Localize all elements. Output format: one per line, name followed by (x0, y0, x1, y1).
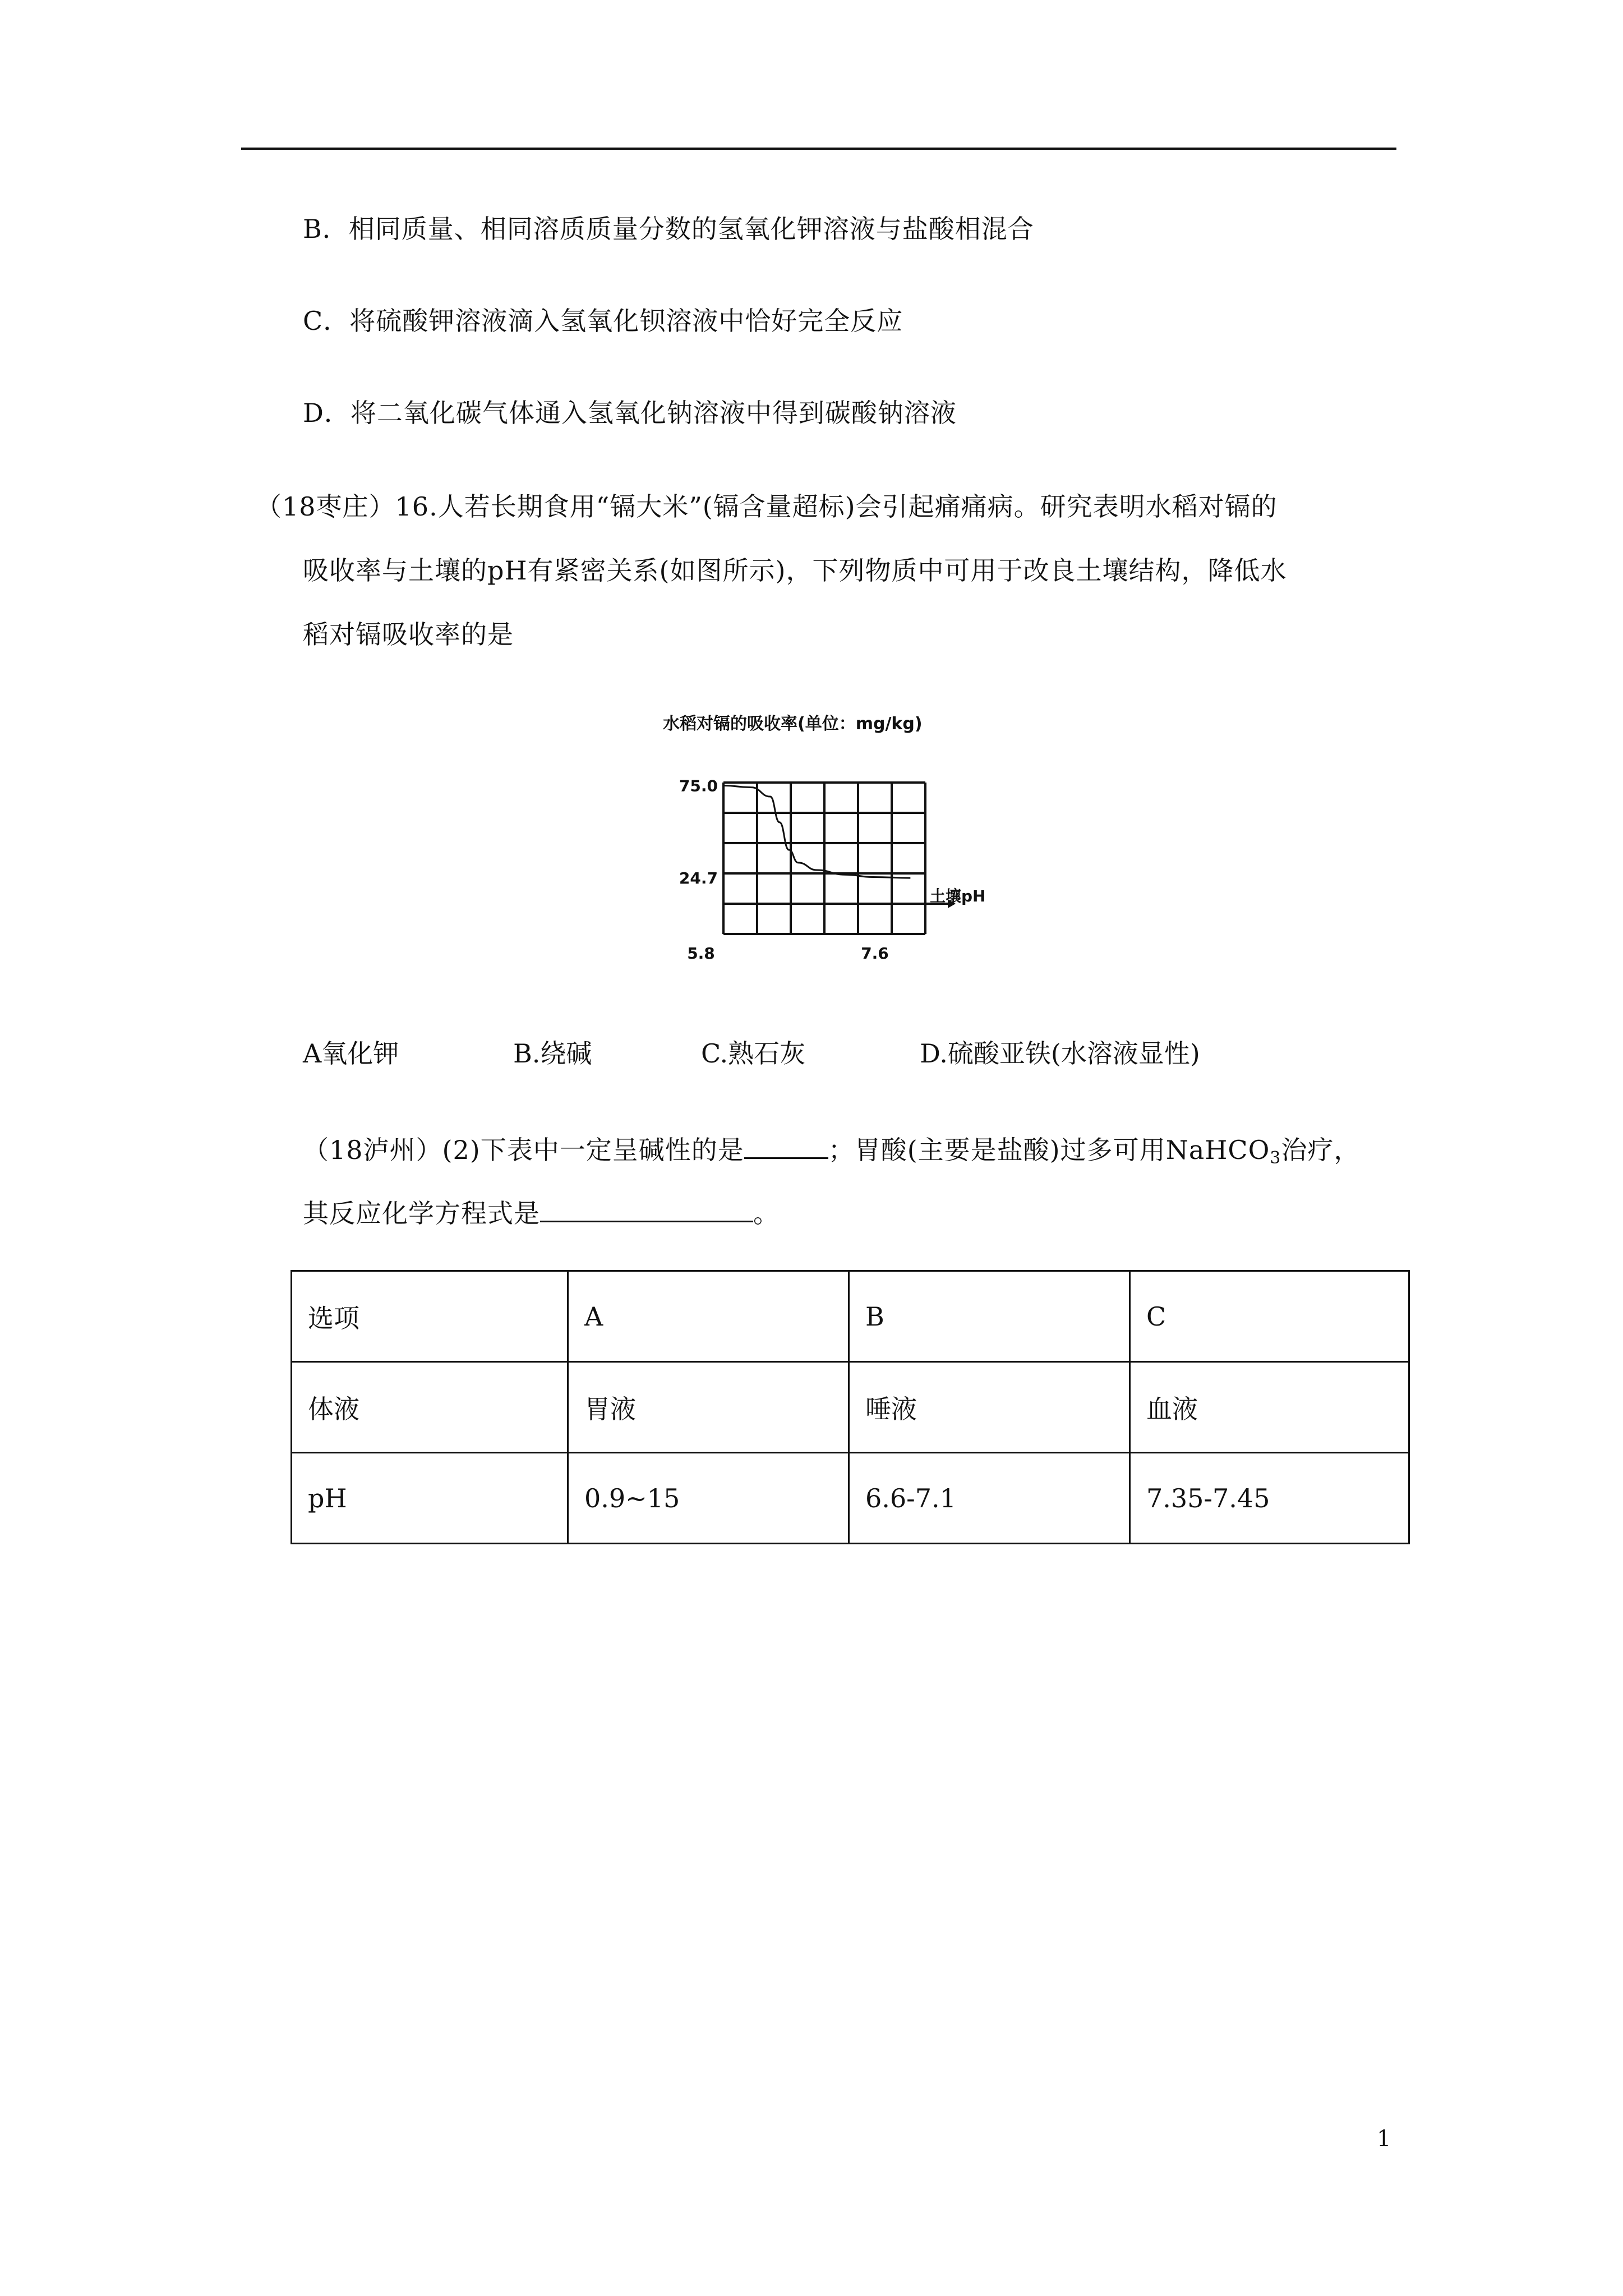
option-c-prev: C．将硫酸钾溶液滴入氢氧化钡溶液中恰好完全反应 (303, 306, 903, 336)
question-luzhou-part2: ；胃酸(主要是盐酸)过多可用NaHCO (828, 1135, 1270, 1165)
table-cell: 0.9~15 (568, 1453, 849, 1544)
question-16-line3: 稻对镉吸收率的是 (303, 619, 514, 650)
option-d: D.硫酸亚铁(水溶液显性) (920, 1038, 1200, 1069)
subscript-3: 3 (1270, 1148, 1281, 1168)
table-cell: 选项 (292, 1271, 568, 1362)
table-cell: A (568, 1271, 849, 1362)
question-luzhou-part3: 治疗， (1281, 1135, 1361, 1165)
table-row (292, 1271, 1409, 1362)
cadmium-absorption-chart (662, 704, 1021, 962)
option-b-prev: B．相同质量、相同溶质质量分数的氢氧化钾溶液与盐酸相混合 (303, 214, 1034, 244)
answer-blank-2[interactable] (540, 1194, 753, 1222)
y-tick-24-7: 24.7 (679, 869, 718, 888)
table-cell: C (1130, 1271, 1409, 1362)
question-luzhou-part5: 。 (753, 1198, 780, 1228)
question-16-line2: 吸收率与土壤的pH有紧密关系(如图所示)，下列物质中可用于改良土壤结构，降低水 (303, 555, 1287, 586)
x-axis-label: 土壤pH (930, 887, 986, 905)
question-luzhou-line2 (303, 1194, 780, 1230)
question-luzhou-part4: 其反应化学方程式是 (303, 1198, 540, 1228)
y-tick-75: 75.0 (679, 776, 718, 795)
x-tick-7-6: 7.6 (861, 944, 889, 962)
table-cell: 唾液 (849, 1362, 1130, 1453)
answer-blank-1[interactable] (744, 1130, 828, 1159)
chart-grid (723, 783, 925, 934)
ph-table (291, 1270, 1410, 1544)
page-number: 1 (1377, 2126, 1391, 2152)
table-row (292, 1453, 1409, 1544)
table-cell: 胃液 (568, 1362, 849, 1453)
option-d-prev: D．将二氧化碳气体通入氢氧化钠溶液中得到碳酸钠溶液 (303, 398, 957, 428)
table-cell: 6.6-7.1 (849, 1453, 1130, 1544)
x-tick-5-8: 5.8 (687, 944, 715, 962)
option-c: C.熟石灰 (701, 1038, 806, 1069)
table-row (292, 1362, 1409, 1453)
table-cell: B (849, 1271, 1130, 1362)
header-rule (241, 148, 1396, 150)
table-cell: 体液 (292, 1362, 568, 1453)
question-luzhou-line1 (303, 1130, 1360, 1167)
table-cell: 血液 (1130, 1362, 1409, 1453)
option-b: B.绕碱 (513, 1038, 592, 1069)
question-16-line1: （18枣庄）16.人若长期食用“镉大米”(镉含量超标)会引起痛痛病。研究表明水稻对镉的 (256, 491, 1278, 522)
absorption-curve (723, 785, 910, 878)
table-cell: 7.35-7.45 (1130, 1453, 1409, 1544)
question-luzhou-part1: （18泸州）(2)下表中一定呈碱性的是 (303, 1135, 744, 1165)
chart-title: 水稻对镉的吸收率(单位：mg/kg) (663, 714, 923, 734)
option-a: A氧化钾 (303, 1038, 399, 1069)
table-cell: pH (292, 1453, 568, 1544)
